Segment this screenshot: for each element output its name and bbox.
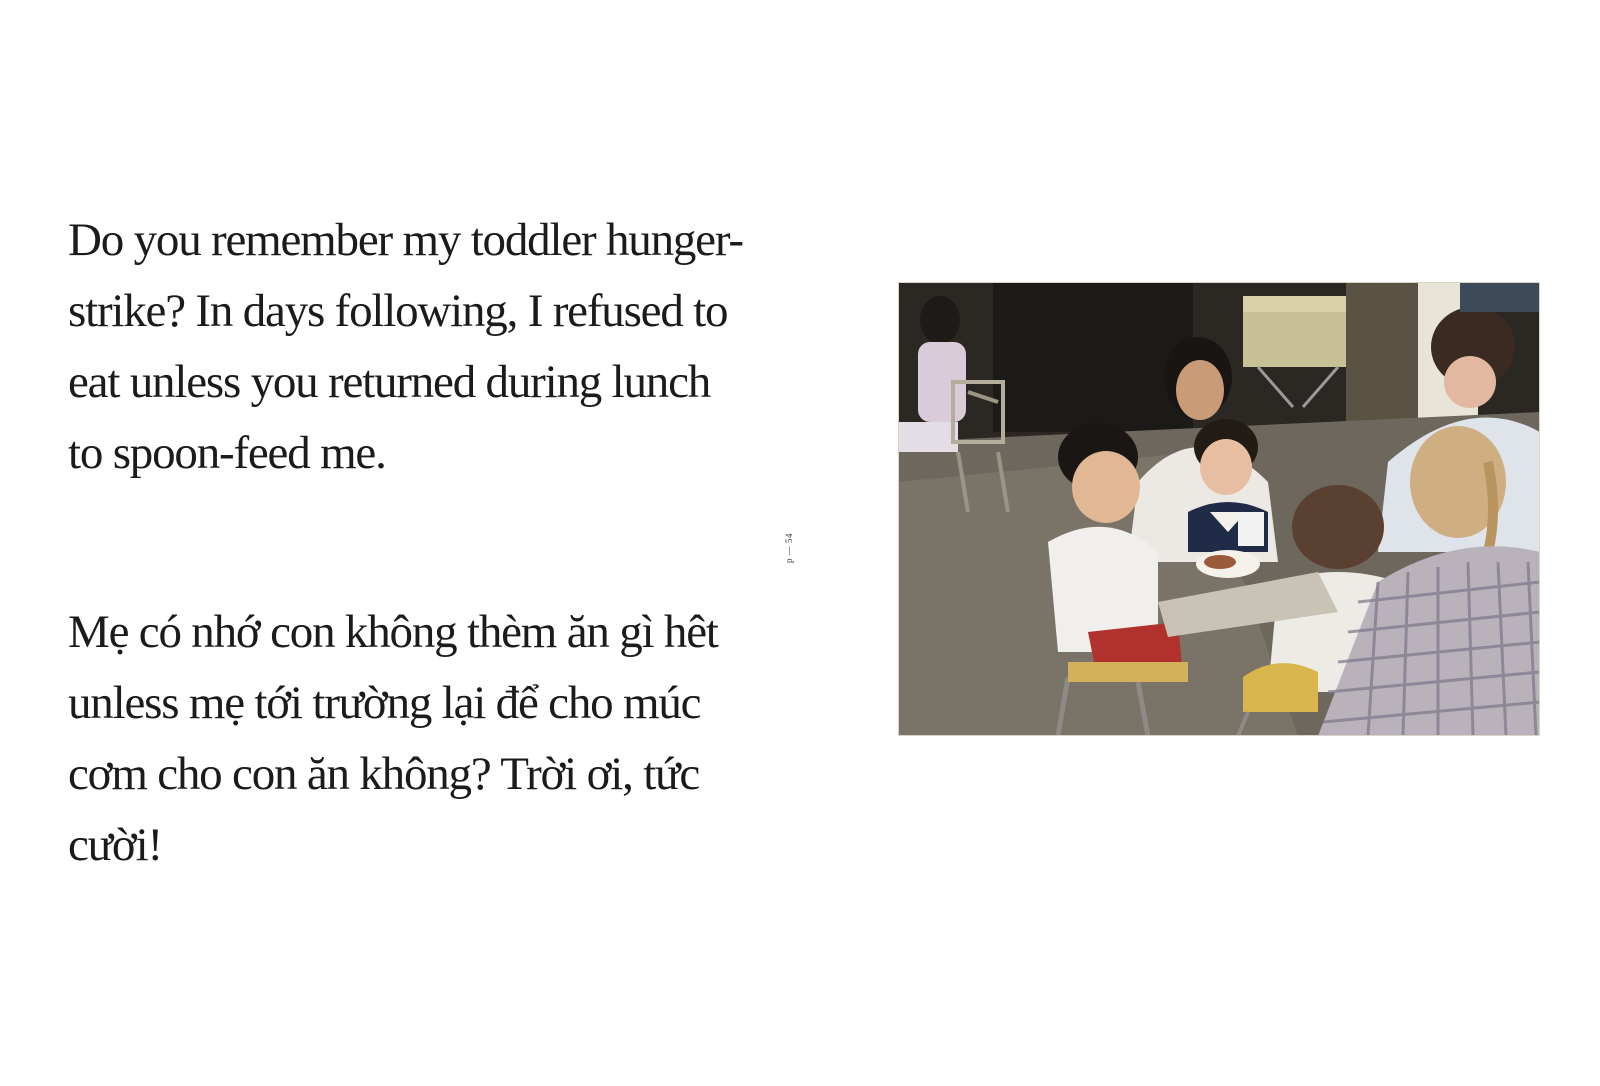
english-paragraph: Do you remember my toddler hunger-strike? In days following, I refused to eat unless you returned during lunch to spoon-feed me. xyxy=(68,214,743,479)
photo-image xyxy=(898,282,1540,736)
vietnamese-paragraph: Mẹ có nhớ con không thèm ăn gì hêt unless mẹ tới trường lại để cho múc cơm cho con ăn không? Trời ơi, tức cười! xyxy=(68,606,718,871)
text-column xyxy=(68,205,748,871)
page-number: p — 54 xyxy=(784,533,794,563)
